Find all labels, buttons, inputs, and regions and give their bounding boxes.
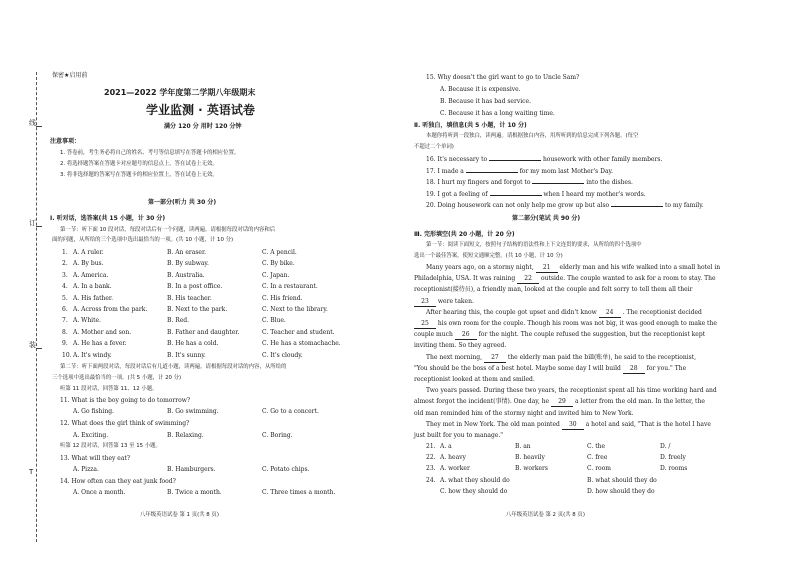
fill-question-text: housework with other family members. <box>541 156 663 163</box>
cloze-blank-28[interactable]: 28 <box>623 365 645 374</box>
fill-question <box>426 191 646 199</box>
passage-text: The next morning, <box>426 353 484 361</box>
section2-intro: 不超过二个单词) <box>414 144 454 150</box>
answer-blank[interactable] <box>490 195 542 196</box>
question-number: 24. <box>426 476 436 484</box>
passage-line <box>414 432 503 440</box>
passage-text: "You should be the boss of a best hotel. Maybe some day I will build <box>414 364 623 372</box>
margin-label-bottom: T <box>29 468 34 476</box>
question-15: 15. Why doesn't the girl want to go to Uncle Sam? <box>426 74 580 81</box>
option-a[interactable]: A. Mother and son. <box>73 328 132 336</box>
part1-title: 第一部分(听力 共 30 分) <box>148 199 217 206</box>
answer-blank[interactable] <box>611 206 663 207</box>
passage-text: Two years passed. During these two years, the receptionist spent all his time working hard and <box>426 387 717 395</box>
option-a[interactable]: A. White. <box>73 317 101 325</box>
passage-text: a hotel and said, "That is the hotel I have <box>583 420 711 428</box>
option-a[interactable]: A. Once a month. <box>73 489 126 496</box>
margin-label-line: 线 <box>29 119 36 127</box>
passage-text: . The receptionist decided <box>620 308 702 316</box>
option-d[interactable]: D. how should they do <box>587 487 655 495</box>
passage-text: his own room for the couple. Though his room was not big, it was good enough to make the <box>436 320 717 327</box>
answer-blank[interactable] <box>489 160 541 161</box>
option-a[interactable]: A. what they should do <box>440 476 510 484</box>
answer-blank[interactable] <box>532 183 584 184</box>
part2-title: 第二部分(笔试 共 90 分) <box>512 215 581 222</box>
option-b[interactable]: B. Go swimming. <box>167 408 219 415</box>
option-b[interactable]: B. an <box>515 443 531 450</box>
confidential-mark: 保密★启用前 <box>52 72 88 79</box>
option-c[interactable]: C. Teacher and student. <box>262 328 335 336</box>
passage-line <box>426 354 696 363</box>
passage-line <box>414 298 474 307</box>
option-a[interactable]: A. Because it is expensive. <box>440 86 521 93</box>
option-c[interactable]: C. Next to the library. <box>262 306 328 313</box>
option-a[interactable]: A. America. <box>73 271 109 279</box>
cloze-blank-30[interactable]: 30 <box>562 421 584 430</box>
option-c[interactable]: C. It's cloudy. <box>262 351 303 359</box>
section1-part2-intro: 第二节：听下面两段对话，每段对话后有几道小题，读两遍。请根据每段对话的内容，从所给的 <box>60 364 287 370</box>
option-c[interactable]: C. room <box>587 465 611 473</box>
exam-heading: 2021—2022 学年度第二学期八年级期末 <box>104 88 256 97</box>
fill-question-text: 17. I made a <box>426 167 466 175</box>
question-14: 14. How often can they eat junk food? <box>60 478 176 485</box>
passage-text: receptionist looked at them and smiled. <box>414 376 535 383</box>
cloze-blank-27[interactable]: 27 <box>484 354 506 363</box>
question-number: 4. <box>62 283 68 291</box>
cloze-blank-24[interactable]: 24 <box>599 309 621 318</box>
passage-line <box>414 365 686 374</box>
note-item: 2. 将选择题答案在答题卡对应题号的信息点上，答在试卷上无效。 <box>60 161 218 167</box>
section1-part2-intro: 三个选项中选出最恰当的一项。(共 5 小题，计 20 分) <box>52 375 182 381</box>
option-d[interactable]: D. freely <box>660 454 686 462</box>
option-b[interactable]: B. Next to the park. <box>167 306 228 313</box>
passage-text: for you." The <box>644 364 687 372</box>
passage-line <box>426 309 702 318</box>
option-c[interactable]: C. Blue. <box>262 317 286 325</box>
question-number: 6. <box>62 306 68 313</box>
fill-question <box>426 156 662 164</box>
page-footer: 八年级英语试卷 第 2 页(共 8 页) <box>506 512 585 518</box>
option-c[interactable]: C. By bike. <box>262 260 295 268</box>
margin-label-bind: 订 <box>29 219 36 227</box>
option-d[interactable]: D. / <box>660 443 671 450</box>
cloze-blank-22[interactable]: 22 <box>517 275 539 284</box>
passage-line <box>414 410 634 418</box>
passage-line <box>414 331 705 340</box>
passage-text: elderly man and his wife walked into a small hotel in <box>557 264 721 271</box>
option-a[interactable]: A. In a bank. <box>73 283 112 291</box>
passage-line <box>426 421 711 430</box>
option-a[interactable]: A. Across from the park. <box>73 306 148 313</box>
passage-text: old man reminded him of the stormy night and invited him to New York. <box>414 409 634 417</box>
fill-question <box>426 202 704 210</box>
question-12: 12. What does the girl think of swimming? <box>60 420 190 427</box>
passage-text: the elderly man paid the bill(账单), he said to the receptionist, <box>505 353 697 361</box>
fill-question-text: when I heard my mother's words. <box>541 190 646 198</box>
option-a[interactable]: A. By bus. <box>73 260 104 268</box>
option-c[interactable]: C. His friend. <box>262 294 303 302</box>
section1-intro: 面的问题，从所给的三个选项中选出最恰当的一项。(共 10 小题，计 10 分) <box>52 237 234 243</box>
option-b[interactable]: B. He has a cold. <box>167 340 219 348</box>
margin-tick <box>36 126 42 127</box>
option-c[interactable]: C. Boring. <box>262 432 293 439</box>
option-b[interactable]: B. Father and daughter. <box>167 328 240 336</box>
question-number: 3. <box>62 271 68 279</box>
passage-text: a letter from the old man. In the letter, the <box>573 398 705 406</box>
passage-text: outside. The couple wanted to ask for a room to stay. The <box>539 275 716 283</box>
option-c[interactable]: C. the <box>587 443 606 450</box>
option-b[interactable]: B. Hamburgers. <box>167 466 216 473</box>
option-c[interactable]: C. He has a stomachache. <box>262 340 341 348</box>
option-a[interactable]: A. He has a fever. <box>73 340 127 348</box>
passage-line <box>414 376 535 384</box>
option-b[interactable]: B. In a post office. <box>167 283 223 291</box>
option-a[interactable]: A. His father. <box>73 294 114 302</box>
fill-question <box>426 179 633 187</box>
fill-question-text: into the dishes. <box>584 179 633 186</box>
question-number: 23. <box>426 465 436 473</box>
option-c[interactable]: C. free <box>587 454 608 462</box>
fill-question-text: 16. It's necessary to <box>426 156 490 163</box>
passage-text: were taken. <box>436 297 474 305</box>
option-c[interactable]: C. Three times a month. <box>262 489 336 496</box>
cloze-blank-21[interactable]: 21 <box>536 264 558 273</box>
passage-text: After hearing this, the couple got upset and didn't know <box>426 308 599 316</box>
cloze-blank-25[interactable]: 25 <box>414 320 436 329</box>
fill-question-text: 20. Doing housework can not only help me grow up but also <box>426 202 612 209</box>
option-b[interactable]: B. His teacher. <box>167 294 212 302</box>
option-c[interactable]: C. A pencil. <box>262 249 297 256</box>
question-number: 7. <box>62 317 68 325</box>
question-11: 11. What is the boy going to do tomorrow? <box>60 397 191 404</box>
option-b[interactable]: B. By subway. <box>167 260 209 268</box>
binding-margin-line <box>36 72 37 542</box>
fill-question-text: 19. I got a feeling of <box>426 190 490 198</box>
section3-title: Ⅲ. 完形填空(共 20 小题，计 20 分) <box>414 231 515 238</box>
fill-question-text: for my mom last Mother's Day. <box>517 167 614 175</box>
passage-text: Philadelphia, USA. It was raining <box>414 275 518 283</box>
passage-line <box>414 342 506 350</box>
option-d[interactable]: D. rooms <box>660 465 688 473</box>
section2-intro: 本题你将听到一段独白，读两遍。请根据独白内容，用所听到的信息完成下列各题。(每空 <box>426 133 639 139</box>
section1-intro: 第一节：听下面 10 段对话，每段对话后有一个问题，读两遍。请根据每段对话的内容和后 <box>60 227 276 233</box>
passage-text: for the night. The couple refused the suggestion, but the receptionist kept <box>476 331 706 339</box>
section3-intro: 第一节：阅读下面短文，按照句子结构的语法性和上下文连贯的要求，从所给的四个选项中 <box>426 242 642 248</box>
option-b[interactable]: B. heavily <box>515 454 545 462</box>
listen-instruction: 听第 12 段对话，回答第 13 至 15 小题。 <box>60 443 161 449</box>
question-number: 5. <box>62 294 68 302</box>
cloze-blank-26[interactable]: 26 <box>455 331 477 340</box>
option-a[interactable]: A. Exciting. <box>73 432 109 439</box>
passage-text: almost forgot the incident(事情). One day, he <box>414 398 552 406</box>
question-number: 22. <box>426 454 436 462</box>
option-c[interactable]: C. Potato chips. <box>262 466 310 473</box>
option-b[interactable]: B. Australia. <box>167 271 205 279</box>
option-b[interactable]: B. Twice a month. <box>167 489 222 496</box>
cloze-blank-29[interactable]: 29 <box>551 398 573 407</box>
fill-question-text: to my family. <box>663 202 704 209</box>
listen-instruction: 听第 11 段对话，回答第 11、12 小题。 <box>60 386 158 392</box>
question-number: 1. <box>62 249 68 256</box>
passage-text: inviting them. So they agreed. <box>414 342 507 350</box>
passage-text: couple much <box>414 331 455 339</box>
margin-tick <box>36 226 42 227</box>
option-b[interactable]: B. Because it has bad service. <box>440 98 531 105</box>
fill-question-text: 18. I hurt my fingers and forgot to <box>426 179 533 186</box>
passage-text: just built for you to manage." <box>414 432 504 439</box>
option-b[interactable]: B. Relaxing. <box>167 432 204 439</box>
option-c[interactable]: C. Because it has a long waiting time. <box>440 110 555 117</box>
margin-label-pack: 装 <box>29 341 36 349</box>
fill-question <box>426 168 613 176</box>
question-number: 9. <box>62 340 68 348</box>
option-a[interactable]: A. heavy <box>440 454 466 462</box>
option-c[interactable]: C. Japan. <box>262 271 290 279</box>
passage-line <box>426 264 720 273</box>
option-b[interactable]: B. An eraser. <box>167 249 207 256</box>
option-c[interactable]: C. how they should do <box>440 487 508 495</box>
note-item: 3. 将非选择题的答案写在答题卡的相应位置上，答在试卷上无效。 <box>60 172 218 178</box>
passage-text: receptionist(接待员), a friendly man, looked at the couple and felt sorry to tell them all their <box>414 286 693 294</box>
passage-text: Many years ago, on a stormy night, <box>426 264 536 271</box>
notes-title: 注意事项： <box>50 138 81 145</box>
passage-line <box>414 286 692 294</box>
option-a[interactable]: A. Pizza. <box>73 466 99 473</box>
page-footer: 八年级英语试卷 第 1 页(共 8 页) <box>140 512 219 518</box>
question-number: 2. <box>62 260 68 268</box>
option-b[interactable]: B. what should they do <box>587 476 657 484</box>
passage-line <box>414 275 716 284</box>
passage-line <box>414 320 717 329</box>
option-c[interactable]: C. In a restaurant. <box>262 283 318 291</box>
passage-line <box>414 398 705 407</box>
question-number: 21. <box>426 443 436 450</box>
option-b[interactable]: B. Red. <box>167 317 190 325</box>
option-b[interactable]: B. It's sunny. <box>167 351 206 359</box>
option-a[interactable]: A. a <box>440 443 452 450</box>
question-13: 13. What will they eat? <box>60 455 131 462</box>
exam-title: 学业监测 · 英语试卷 <box>146 103 255 117</box>
option-a[interactable]: A. It's windy. <box>73 351 112 359</box>
section2-title: Ⅱ. 听独白，填信息(共 5 小题，计 10 分) <box>414 122 527 129</box>
section1-title: Ⅰ. 听对话，选答案(共 15 小题，计 30 分) <box>50 215 166 222</box>
passage-text: They met in New York. The old man pointed <box>426 420 562 428</box>
option-c[interactable]: C. Go to a concert. <box>262 408 319 415</box>
option-b[interactable]: B. workers <box>515 465 548 473</box>
option-a[interactable]: A. worker <box>440 465 470 473</box>
score-time: 满分 120 分 用时 120 分钟 <box>164 123 242 130</box>
note-item: 1. 答卷前，考生务必将自己的姓名、考号等信息填写在答题卡的相应位置。 <box>60 150 240 156</box>
section3-intro: 选出一个最佳答案，使短文通顺完整。(共 10 小题，计 10 分) <box>414 253 563 259</box>
option-a[interactable]: A. A ruler. <box>73 249 104 256</box>
question-number: 10. <box>62 351 72 359</box>
passage-line <box>426 387 717 395</box>
question-number: 8. <box>62 328 68 336</box>
option-a[interactable]: A. Go fishing. <box>73 408 114 415</box>
answer-blank[interactable] <box>466 172 518 173</box>
margin-tick <box>36 348 42 349</box>
cloze-blank-23[interactable]: 23 <box>414 298 436 307</box>
